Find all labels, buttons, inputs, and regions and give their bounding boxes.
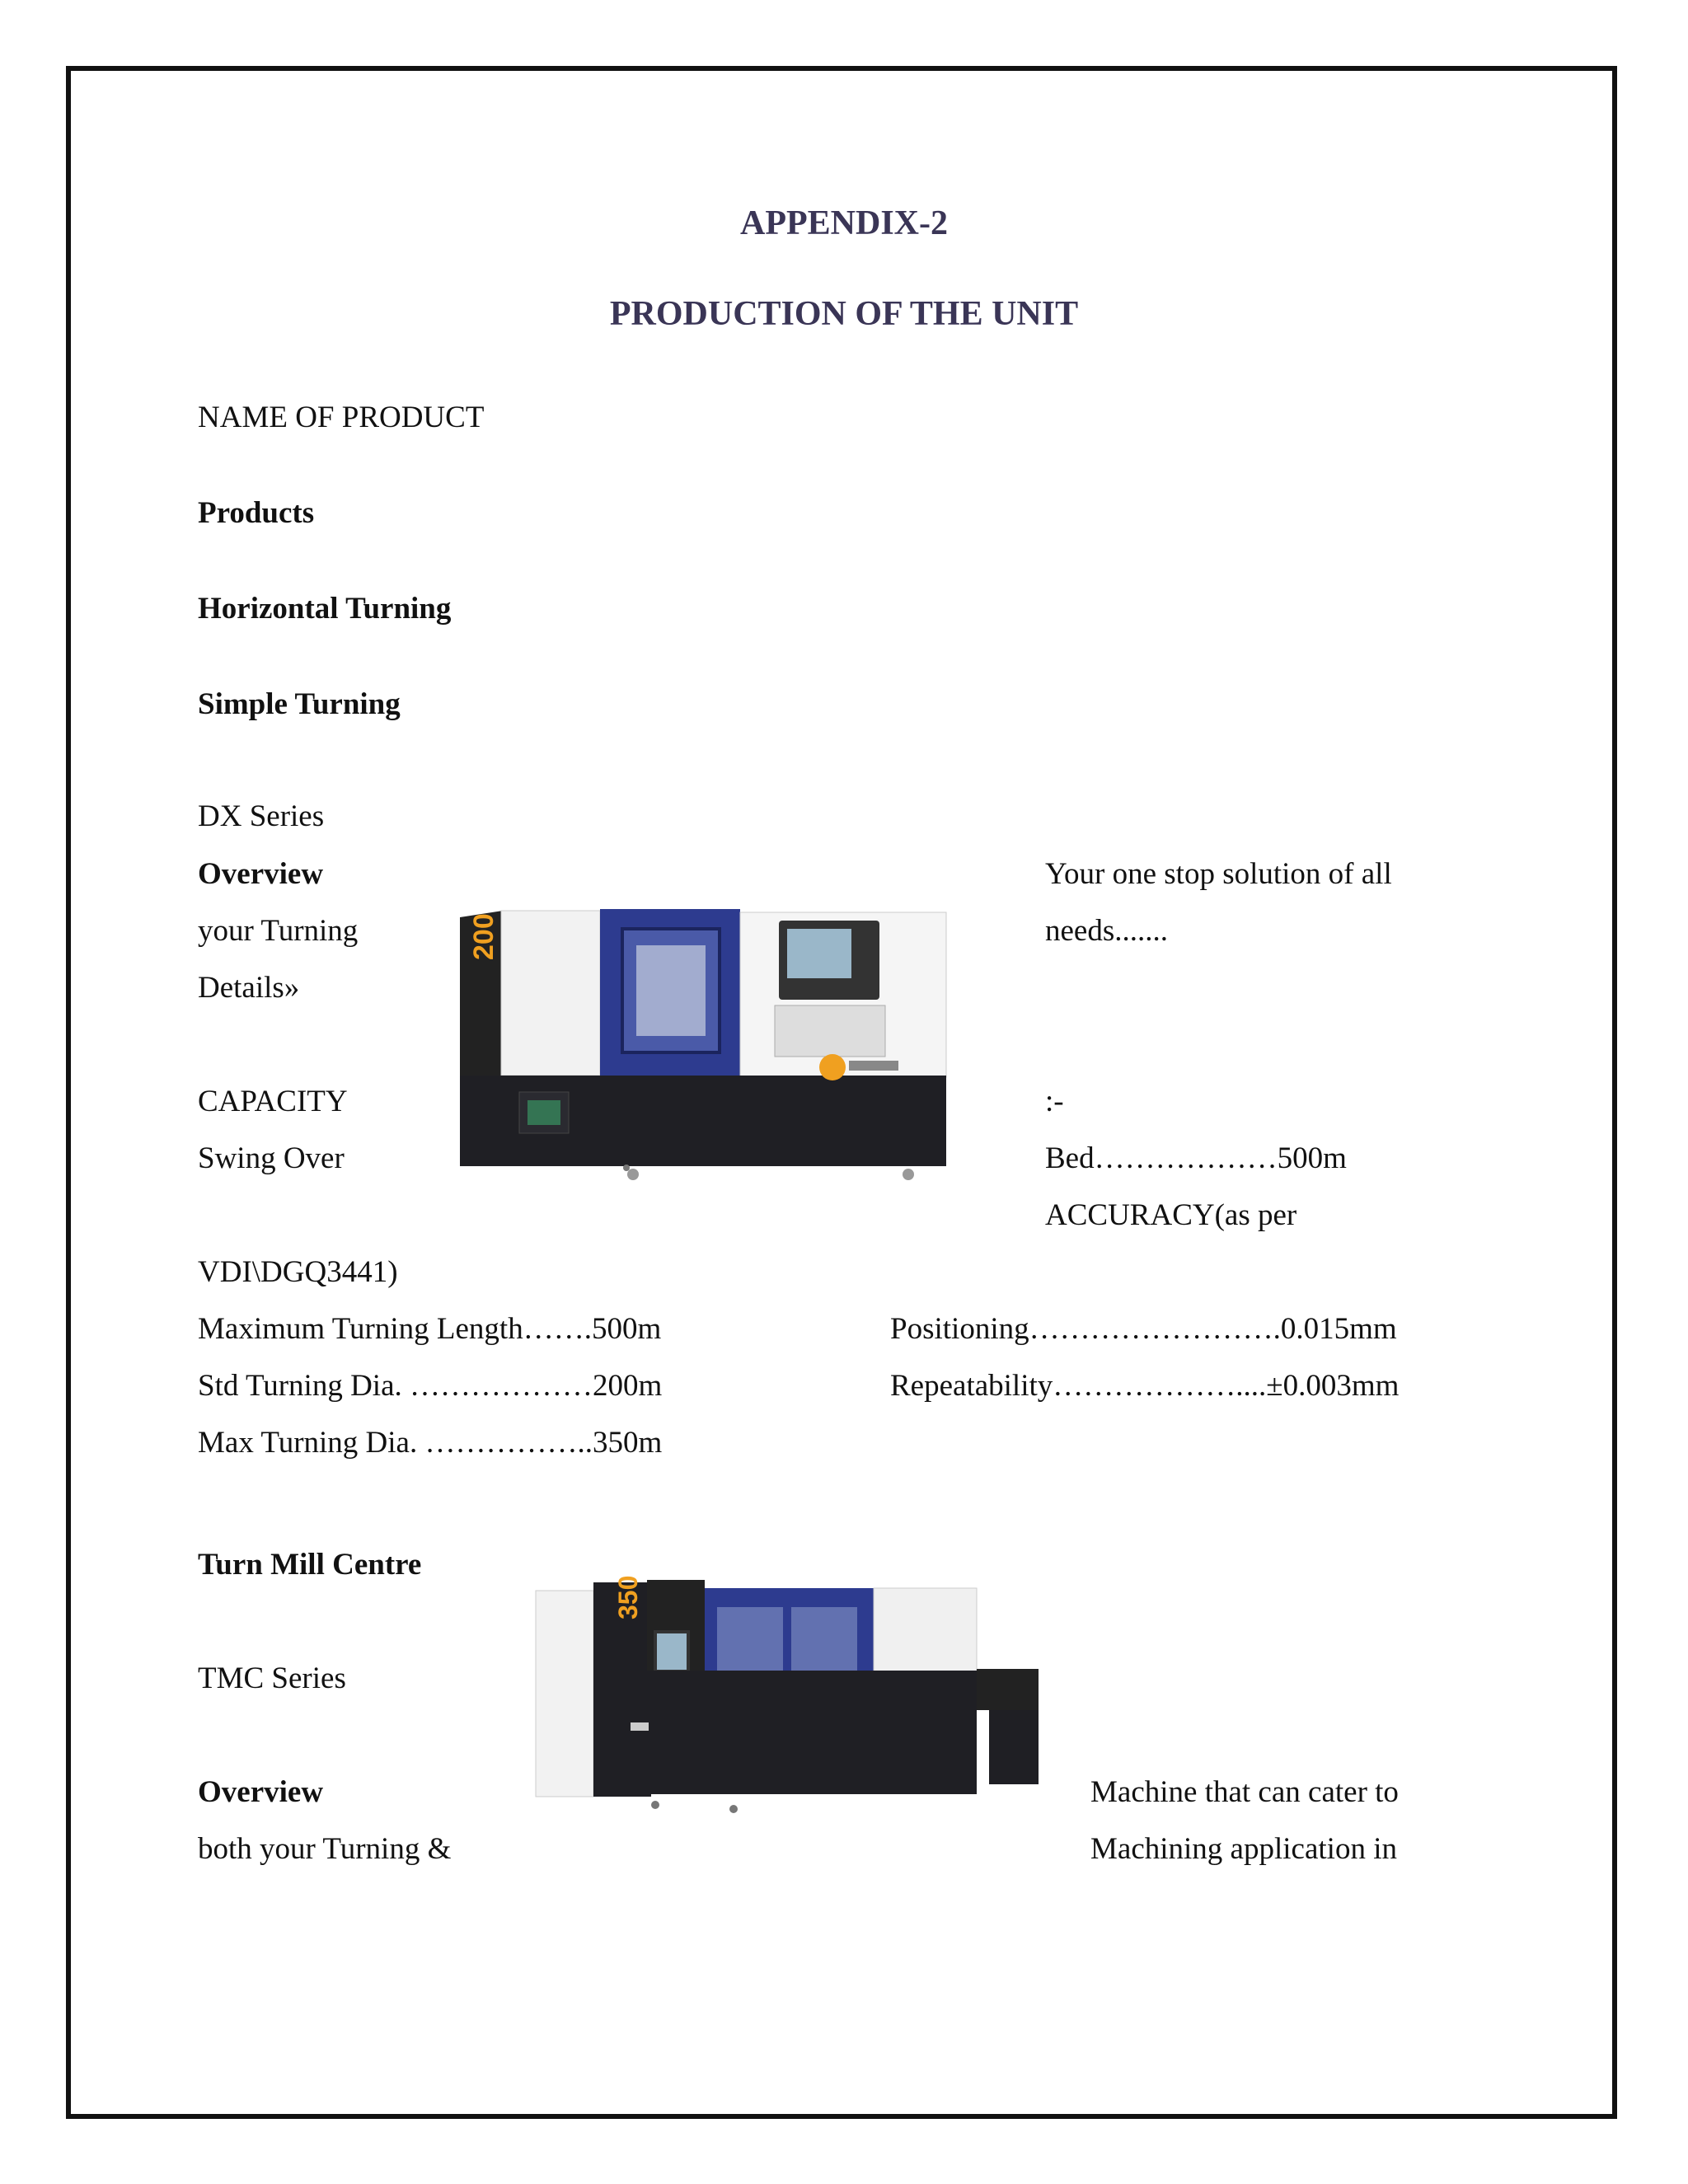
tmc-machine-label: 350	[613, 1575, 643, 1619]
page-title: PRODUCTION OF THE UNIT	[609, 295, 1079, 333]
dx-description-line2: needs.......	[1045, 914, 1168, 948]
appendix-heading: APPENDIX-2	[740, 204, 948, 242]
tmc-description-line1: Machine that can cater to	[1090, 1775, 1399, 1809]
vdi-standard: VDI\DGQ3441)	[198, 1255, 398, 1289]
spec-max-turning-dia: Max Turning Dia. ……………..350m	[198, 1426, 663, 1460]
turn-mill-centre-heading: Turn Mill Centre	[198, 1548, 422, 1582]
capacity-colon: :-	[1045, 1085, 1064, 1118]
bed-value: Bed………………500m	[1045, 1141, 1347, 1175]
capacity-label: CAPACITY	[198, 1085, 348, 1118]
spec-max-turning-length: Maximum Turning Length…….500m	[198, 1312, 662, 1346]
tmc-overview-line2: both your Turning &	[198, 1832, 452, 1866]
dx-machine-label: 200	[468, 913, 499, 960]
horizontal-turning-heading: Horizontal Turning	[198, 592, 452, 626]
dx-overview-label: Overview	[198, 857, 324, 891]
spec-positioning: Positioning…………………….0.015mm	[890, 1312, 1397, 1346]
dx-overview-line2: your Turning	[198, 914, 359, 948]
swing-over-label: Swing Over	[198, 1141, 345, 1175]
name-of-product-label: NAME OF PRODUCT	[198, 401, 485, 434]
dx-series-label: DX Series	[198, 799, 325, 833]
dx-details-link[interactable]: Details»	[198, 971, 300, 1005]
tmc-series-label: TMC Series	[198, 1661, 346, 1695]
dx200-turning-machine-image	[453, 902, 973, 1195]
dx-description-line1: Your one stop solution of all	[1045, 857, 1392, 891]
products-heading: Products	[198, 496, 315, 530]
tmc-overview-label: Overview	[198, 1775, 324, 1809]
spec-repeatability: Repeatability………………....±0.003mm	[890, 1369, 1400, 1403]
simple-turning-heading: Simple Turning	[198, 687, 401, 721]
tmc-description-line2: Machining application in	[1090, 1832, 1397, 1866]
accuracy-label: ACCURACY(as per	[1045, 1198, 1297, 1232]
spec-std-turning-dia: Std Turning Dia. ………………200m	[198, 1369, 663, 1403]
tmc350-turn-mill-machine-image	[532, 1570, 1067, 1821]
